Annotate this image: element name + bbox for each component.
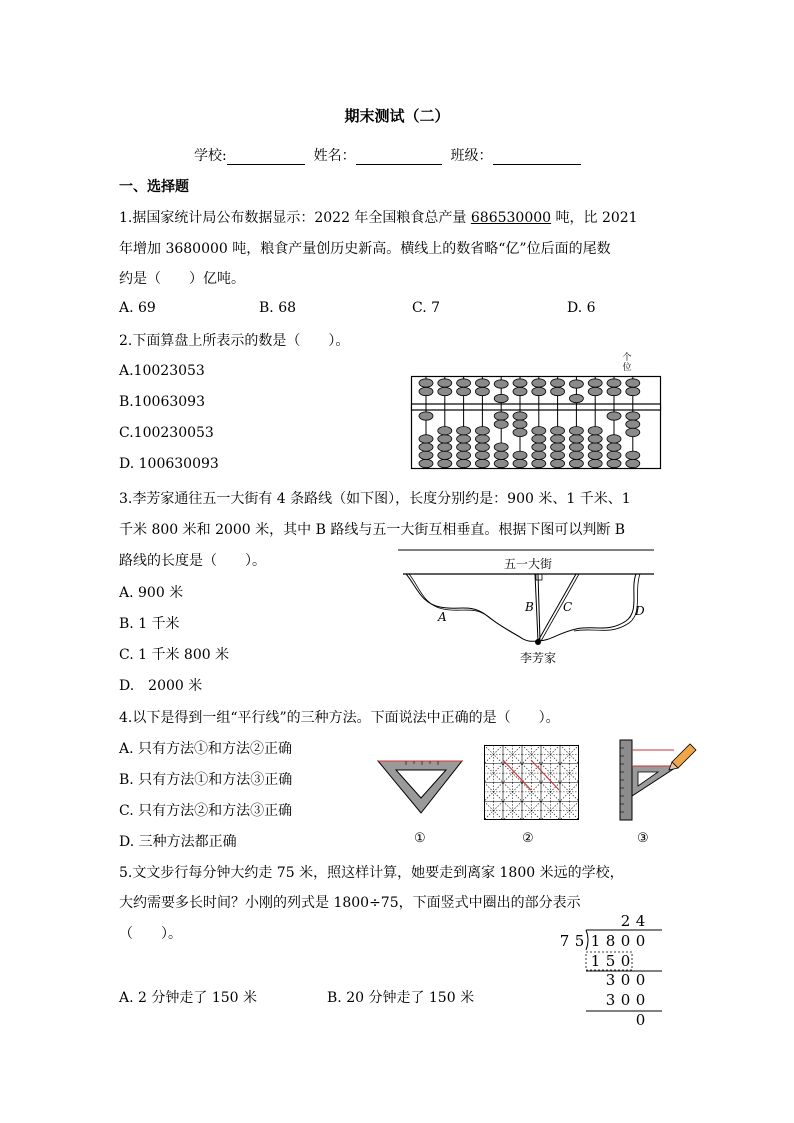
route-d-edge [574, 574, 640, 631]
abacus-bead [494, 420, 508, 428]
abacus-bead [588, 387, 602, 395]
abacus-bead [513, 428, 527, 436]
abacus-bead [419, 387, 433, 395]
route-a-path [406, 574, 636, 641]
abacus-bead [569, 427, 583, 435]
route-b-label: B [525, 600, 534, 614]
q4-option-d[interactable]: D. 三种方法都正确 [119, 834, 237, 850]
route-a-label: A [438, 610, 447, 624]
abacus-bead [607, 435, 621, 443]
abacus-bead [532, 459, 546, 467]
digit: 8 [605, 932, 616, 950]
q1-line1 [119, 207, 638, 227]
abacus-bead [569, 394, 583, 402]
abacus-bead [607, 379, 621, 387]
abacus-bead [626, 420, 640, 428]
abacus-bead [438, 451, 452, 459]
abacus-bead [513, 420, 527, 428]
q1-option-d[interactable]: D. 6 [567, 300, 596, 316]
abacus-bead [419, 459, 433, 467]
abacus-bead [457, 387, 471, 395]
abacus-bead [419, 443, 433, 451]
abacus-bead [551, 451, 565, 459]
abacus-bead [569, 435, 583, 443]
abacus-bead [438, 427, 452, 435]
abacus-bead [626, 459, 640, 467]
abacus-bead [626, 387, 640, 395]
class-label: 班级： [450, 148, 493, 164]
abacus-bead [513, 379, 527, 387]
abacus-bead [457, 459, 471, 467]
abacus-bead [588, 435, 602, 443]
page-title: 期末测试（二） [344, 107, 450, 125]
abacus-bead [494, 380, 508, 388]
abacus-bead [532, 451, 546, 459]
abacus-bead [494, 451, 508, 459]
division-quotient [618, 912, 648, 930]
street-label: 五一大街 [503, 557, 553, 571]
abacus-bead [532, 435, 546, 443]
q4-option-b[interactable]: B. 只有方法①和方法③正确 [119, 772, 293, 788]
abacus-bead [513, 412, 527, 420]
abacus-bead [457, 435, 471, 443]
q2-option-c[interactable]: C.100230053 [119, 425, 214, 441]
abacus-bead [494, 443, 508, 451]
abacus-bead [419, 435, 433, 443]
q3-option-a[interactable]: A. 900 米 [119, 585, 184, 601]
digit: 1 [590, 932, 601, 950]
q1-text: 1.据国家统计局公布数据显示：2022 年全国粮食总产量 [119, 210, 471, 226]
abacus-figure [411, 376, 661, 469]
digit: 0 [620, 971, 631, 989]
q1-underlined-number: 686530000 [470, 210, 552, 226]
abacus-bead [626, 451, 640, 459]
digit: 0 [635, 971, 646, 989]
method-2-label: ② [522, 831, 534, 846]
digit: 7 [559, 932, 570, 950]
abacus-bead [532, 379, 546, 387]
digit: 0 [635, 1011, 646, 1029]
student-info [194, 145, 581, 165]
circled-part [586, 952, 632, 970]
abacus-bead [551, 427, 565, 435]
abacus-bead [475, 379, 489, 387]
q3-option-d[interactable]: D. 2000 米 [119, 678, 203, 694]
q2-stem: 2.下面算盘上所表示的数是（ ）。 [119, 333, 350, 349]
abacus-bead [569, 380, 583, 388]
abacus-bead [626, 379, 640, 387]
q2-option-b[interactable]: B.10063093 [119, 394, 205, 410]
route-a-edge [409, 574, 523, 639]
abacus-bead [457, 451, 471, 459]
digit: 0 [620, 952, 631, 970]
route-map [398, 545, 658, 670]
abacus-bead [438, 435, 452, 443]
q1-option-b[interactable]: B. 68 [259, 300, 297, 316]
q3-line1: 3.李芳家通往五一大街有 4 条路线（如下图），长度分别约是：900 米、1 千米、1 [119, 491, 631, 507]
route-b-line [535, 574, 538, 641]
name-label: 姓名： [313, 148, 356, 164]
q1-option-a[interactable]: A. 69 [119, 300, 156, 316]
q2-option-a[interactable]: A.10023053 [119, 363, 205, 379]
digit: 0 [635, 991, 646, 1009]
q3-line3: 路线的长度是（ ）。 [119, 553, 266, 569]
home-point [535, 639, 541, 645]
abacus-bead [513, 459, 527, 467]
q4-stem: 4.以下是得到一组“平行线”的三种方法。下面说法中正确的是（ ）。 [119, 710, 560, 726]
route-d-label: D [635, 604, 645, 618]
abacus-bead [457, 427, 471, 435]
abacus-bead [607, 412, 621, 420]
abacus-bead [626, 428, 640, 436]
abacus-bead [607, 387, 621, 395]
q1-line2: 年增加 3680000 吨，粮食产量创历史新高。横线上的数省略“亿”位后面的尾数 [119, 241, 611, 257]
abacus-bead [588, 443, 602, 451]
abacus-bead [457, 379, 471, 387]
abacus-bead [475, 427, 489, 435]
route-c-label: C [563, 600, 573, 614]
abacus-bead [419, 412, 433, 420]
abacus-bead [569, 459, 583, 467]
digit: 5 [574, 932, 585, 950]
abacus-bead [551, 379, 565, 387]
q2-option-d[interactable]: D. 100630093 [119, 456, 219, 472]
abacus-bead [438, 443, 452, 451]
route-c-line2 [541, 574, 579, 641]
pencil-icon [672, 744, 696, 768]
q5-option-a[interactable]: A. 2 分钟走了 150 米 [119, 990, 257, 1006]
division-bracket [586, 930, 588, 950]
digit: 0 [635, 932, 646, 950]
abacus-bead [513, 387, 527, 395]
abacus-bead [532, 443, 546, 451]
q5-line3: （ ）。 [119, 926, 182, 942]
abacus-bead [419, 379, 433, 387]
q3-option-b[interactable]: B. 1 千米 [119, 616, 180, 632]
abacus-bead [607, 451, 621, 459]
q4-option-c[interactable]: C. 只有方法②和方法③正确 [119, 803, 293, 819]
digit: 0 [620, 932, 631, 950]
abacus-bead [438, 387, 452, 395]
abacus-bead [513, 451, 527, 459]
abacus-beam [412, 404, 661, 410]
method-2-figure [484, 745, 579, 820]
division-lines [580, 930, 665, 1015]
q5-line2: 大约需要多长时间？小刚的列式是 1800÷75，下面竖式中圈出的部分表示 [119, 895, 581, 911]
method-3-label: ③ [637, 831, 649, 846]
method-1-figure [376, 758, 464, 816]
q4-option-a[interactable]: A. 只有方法①和方法②正确 [119, 741, 293, 757]
abacus-bead [588, 427, 602, 435]
abacus-bead [551, 459, 565, 467]
q1-option-c[interactable]: C. 7 [412, 300, 441, 316]
digit: 3 [605, 971, 616, 989]
digit: 5 [605, 952, 616, 970]
abacus-bead [551, 443, 565, 451]
abacus-bead [588, 379, 602, 387]
abacus-bead [475, 451, 489, 459]
abacus-bead [588, 459, 602, 467]
method-3-figure [618, 738, 700, 822]
abacus-bead [494, 412, 508, 420]
abacus-bead [626, 412, 640, 420]
name-field[interactable] [356, 149, 442, 165]
q5-line1: 5.文文步行每分钟大约走 75 米，照这样计算，她要走到离家 1800 米远的学校， [119, 865, 624, 881]
abacus-bead [532, 387, 546, 395]
section-heading: 一、选择题 [119, 179, 189, 195]
abacus-bead [494, 459, 508, 467]
digit: 4 [635, 912, 646, 930]
abacus-ones-label: 个位 [622, 353, 632, 373]
digit: 3 [605, 991, 616, 1009]
abacus-bead [588, 451, 602, 459]
digit: 0 [620, 991, 631, 1009]
abacus-bead [475, 435, 489, 443]
abacus-bead [475, 443, 489, 451]
right-angle-mark [536, 574, 542, 580]
abacus-bead [607, 459, 621, 467]
school-field[interactable] [227, 149, 305, 165]
abacus-bead [438, 459, 452, 467]
abacus-bead [607, 443, 621, 451]
route-b-line2 [538, 574, 540, 641]
digit: 1 [590, 952, 601, 970]
q3-line2: 千米 800 米和 2000 米，其中 B 路线与五一大街互相垂直。根据下图可以判断 B [119, 522, 626, 538]
q1-text: 吨，比 2021 [551, 210, 638, 226]
abacus-bead [569, 451, 583, 459]
home-label: 李芳家 [519, 651, 557, 665]
digit: 2 [620, 912, 631, 930]
school-label: 学校: [194, 148, 227, 164]
abacus-bead [532, 427, 546, 435]
abacus-bead [551, 435, 565, 443]
abacus-bead [475, 459, 489, 467]
abacus-bead [457, 443, 471, 451]
abacus-bead [494, 394, 508, 402]
abacus-bead [475, 387, 489, 395]
abacus-bead [569, 443, 583, 451]
abacus-bead [551, 387, 565, 395]
abacus-bead [419, 451, 433, 459]
q3-option-c[interactable]: C. 1 千米 800 米 [119, 647, 230, 663]
class-field[interactable] [493, 149, 581, 165]
q5-option-b[interactable]: B. 20 分钟走了 150 米 [327, 990, 475, 1006]
method-1-label: ① [414, 831, 426, 846]
q1-line3: 约是（ ）亿吨。 [119, 271, 245, 287]
abacus-bead [438, 379, 452, 387]
